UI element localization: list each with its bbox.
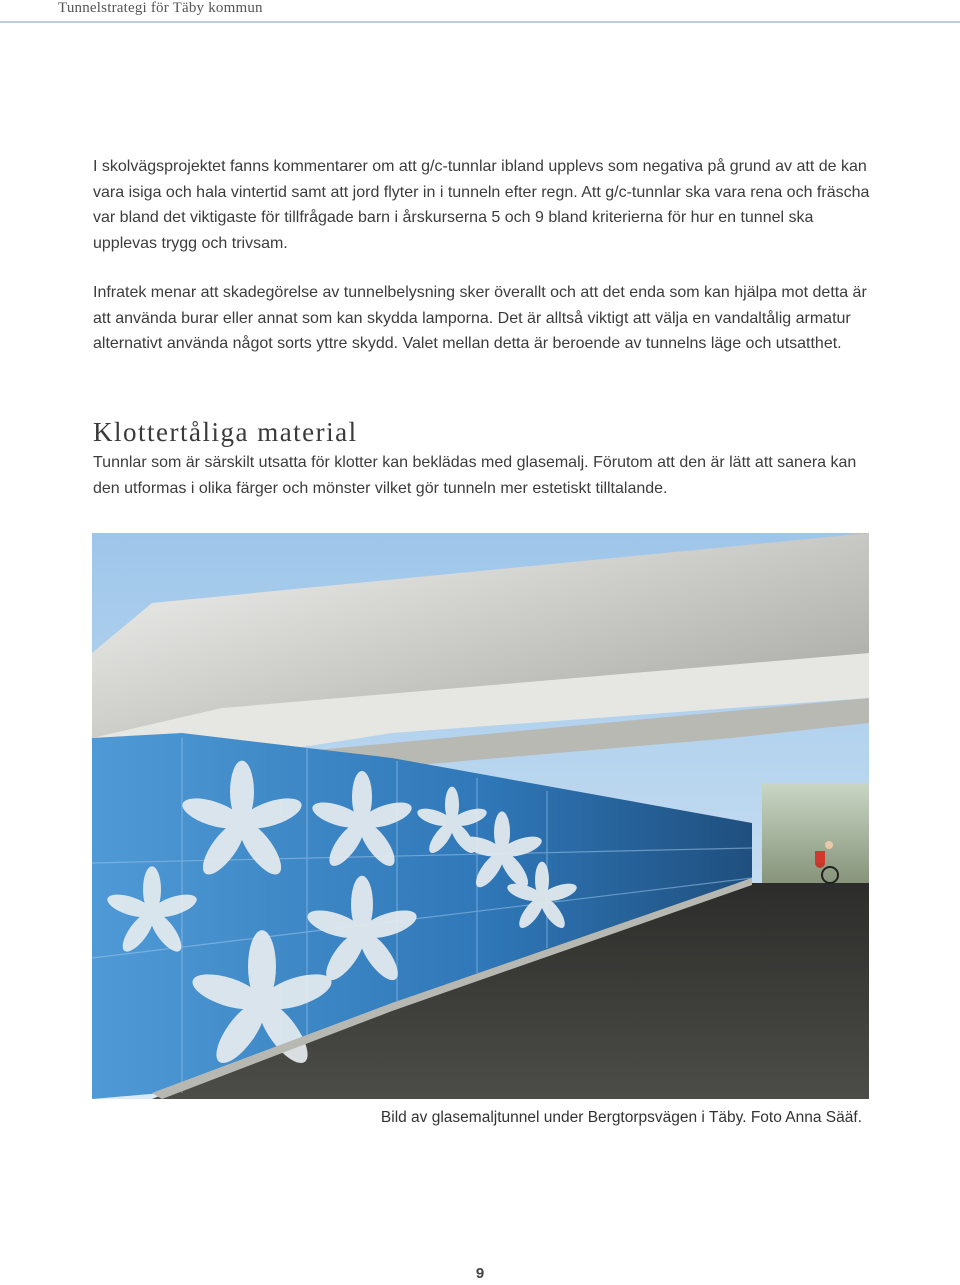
tunnel-illustration xyxy=(92,533,869,1099)
running-header: Tunnelstrategi för Täby kommun xyxy=(58,0,263,16)
header-rule xyxy=(0,21,960,23)
page-number: 9 xyxy=(475,1265,485,1282)
paragraph-school-route: I skolvägsprojektet fanns kommentarer om att g/c-tunnlar ibland upplevs som negativa på grund av att de kan vara isiga och hala vintertid samt att jord flyter in i tunneln efter regn. Att g/c-tunnlar ska vara rena och fräscha var bland det viktigaste för tillfrågade barn i årskurserna 5 och 9 bland kriterierna för hur en tunnel ska upplevas trygg och trivsam. xyxy=(93,158,870,252)
section-paragraph: Tunnlar som är särskilt utsatta för klotter kan beklädas med glasemalj. Förutom att den är lätt att sanera kan den utformas i olika färger och mönster vilket gör tunneln mer estetiskt tilltalande. xyxy=(93,454,857,497)
tunnel-photo xyxy=(92,533,869,1099)
section-heading: Klottertåliga material xyxy=(93,417,358,447)
paragraph-lighting-vandalism: Infratek menar att skadegörelse av tunnelbelysning sker överallt och att det enda som kan hjälpa mot detta är att använda burar eller annat som kan skydda lamporna. Det är alltså viktigt att välja en vandaltålig armatur alternativt använda något sorts yttre skydd. Valet mellan detta är beroende av tunnelns läge och utsatthet. xyxy=(93,284,867,352)
figure-caption: Bild av glasemaljtunnel under Bergtorpsvägen i Täby. Foto Anna Sääf. xyxy=(380,1109,862,1126)
